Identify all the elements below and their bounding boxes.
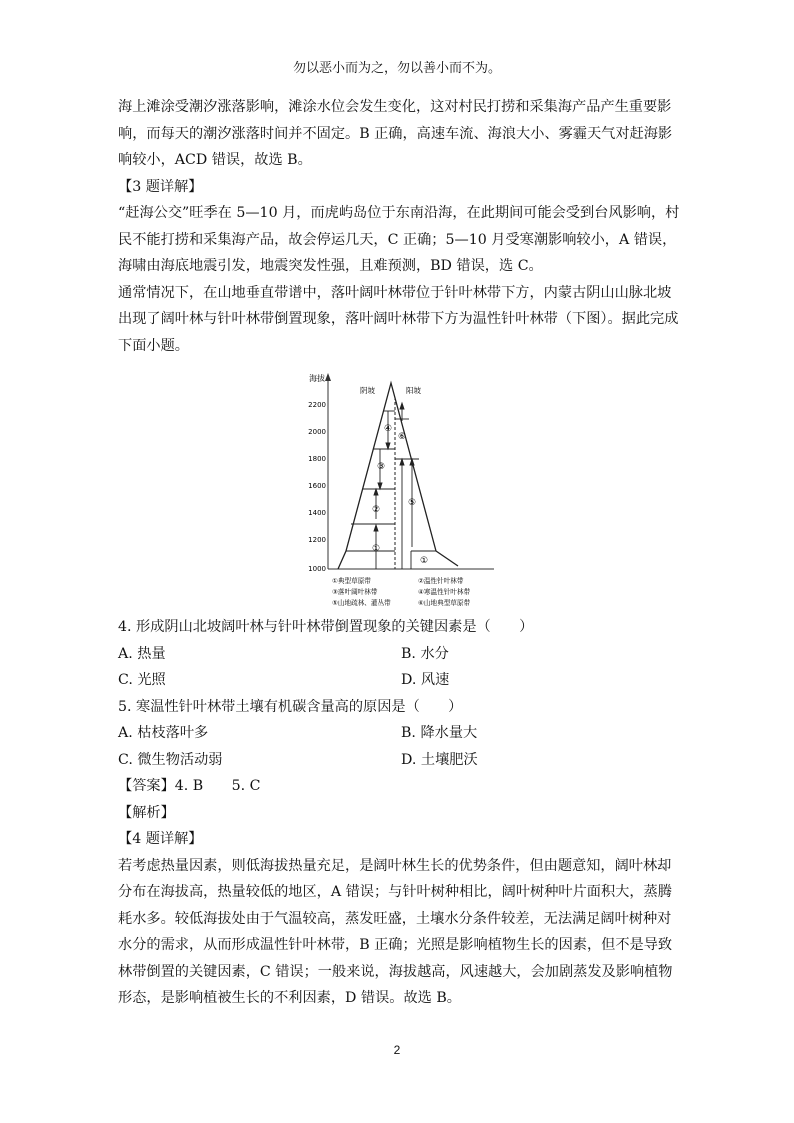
question-4-options — [118, 641, 684, 694]
zone-marker: ③ — [376, 462, 386, 472]
y-tick: 1800 — [308, 455, 326, 463]
zone-marker: ① — [371, 544, 381, 554]
question-5-options — [118, 720, 684, 773]
legend-item: ①典型草原带 — [332, 577, 371, 585]
vegetation-zone-figure — [118, 361, 684, 608]
zone-marker: ② — [371, 505, 381, 515]
detail-paragraph: 若考虑热量因素，则低海拔热量充足，是阔叶林生长的优势条件，但由题意知，阔叶林却分布在海拔高，热量较低的地区，A 错误；与针叶树种相比，阔叶树种叶片面积大，蒸腾耗水多。较低海拔处由于气温较高，蒸发旺盛，土壤水分条件较差，无法满足阔叶树种对水分的需求，从而形成温性针叶林带，B 正确；光照是影响植物生长的因素，但不是导致林带倒置的关键因素，C 错误；一般来说，海拔越高，风速越大，会加剧蒸发及影响植物形态，是影响植被生长的不利因素，D 错误。故选 B。 — [118, 857, 673, 1006]
option-d: D. 风速 — [401, 672, 450, 688]
option-b: B. 水分 — [401, 645, 449, 662]
question-4-stem: 4. 形成阴山北坡阔叶林与针叶林带倒置现象的关键因素是（ ） — [118, 619, 534, 635]
option-c: C. 微生物活动弱 — [118, 751, 223, 768]
page-header: 勿以恶小而为之，勿以善小而不为。 — [292, 61, 501, 76]
zone-marker: ① — [419, 556, 429, 566]
y-tick: 1000 — [308, 565, 326, 573]
analysis-label: 【解析】 — [118, 804, 175, 821]
zone-marker: ⑥ — [397, 432, 407, 442]
mountain-outline — [338, 383, 458, 569]
paragraph: “赶海公交”旺季在 5—10 月，而虎屿岛位于东南沿海，在此期间可能会受到台风影响，村民不能打捞和采集海产品，故会停运几天，C 正确；5—10 月受寒潮影响较小，A 错误，海啸由海底地震引发，地震突发性强，且难预测，BD 错误，选 C。 — [118, 205, 680, 274]
option-a: A. 枯枝落叶多 — [118, 725, 209, 741]
option-b: B. 降水量大 — [401, 725, 478, 741]
y-axis-title: 海拔 — [309, 374, 325, 383]
paragraph: 海上滩涂受潮汐涨落影响，滩涂水位会发生变化，这对村民打捞和采集海产品产生重要影响，而每天的潮汐涨落时间并不固定。B 正确，高速车流、海浪大小、雾霾天气对赶海影响较小，ACD 错误，故选 B。 — [118, 99, 673, 168]
y-tick: 1400 — [308, 509, 326, 517]
y-tick: 2200 — [308, 401, 326, 409]
page-number: 2 — [393, 1043, 401, 1057]
answer-line: 【答案】4. B 5. C — [118, 778, 261, 794]
legend-item: ⑤山地疏林、灌丛带 — [332, 599, 391, 607]
y-tick: 1200 — [308, 536, 326, 544]
slope-label-shady: 阴坡 — [360, 386, 375, 395]
slope-label-sunny: 阳坡 — [406, 386, 421, 395]
section-label: 【3 题详解】 — [118, 178, 203, 195]
zone-marker: ④ — [383, 424, 393, 434]
option-c: C. 光照 — [118, 672, 166, 688]
legend-item: ④寒温性针叶林带 — [418, 588, 471, 596]
detail-label: 【4 题详解】 — [118, 831, 203, 847]
y-tick: 2000 — [308, 428, 326, 436]
page-content — [118, 94, 684, 1012]
zone-marker: ⑤ — [407, 498, 417, 508]
y-tick: 1600 — [308, 482, 326, 490]
vertical-zone-diagram — [306, 361, 496, 608]
option-a: A. 热量 — [118, 645, 166, 662]
paragraph: 通常情况下，在山地垂直带谱中，落叶阔叶林带位于针叶林带下方，内蒙古阴山山脉北坡出现了阔叶林与针叶林带倒置现象，落叶阔叶林带下方为温性针叶林带（下图）。据此完成下面小题。 — [118, 284, 679, 354]
legend-item: ③落叶阔叶林带 — [332, 588, 378, 596]
legend-item: ⑥山地典型草原带 — [418, 599, 471, 607]
legend-item: ②温性针叶林带 — [418, 577, 464, 585]
y-axis-arrow — [325, 373, 331, 381]
question-5-stem: 5. 寒温性针叶林带土壤有机碳含量高的原因是（ ） — [118, 698, 463, 715]
option-d: D. 土壤肥沃 — [401, 751, 478, 768]
